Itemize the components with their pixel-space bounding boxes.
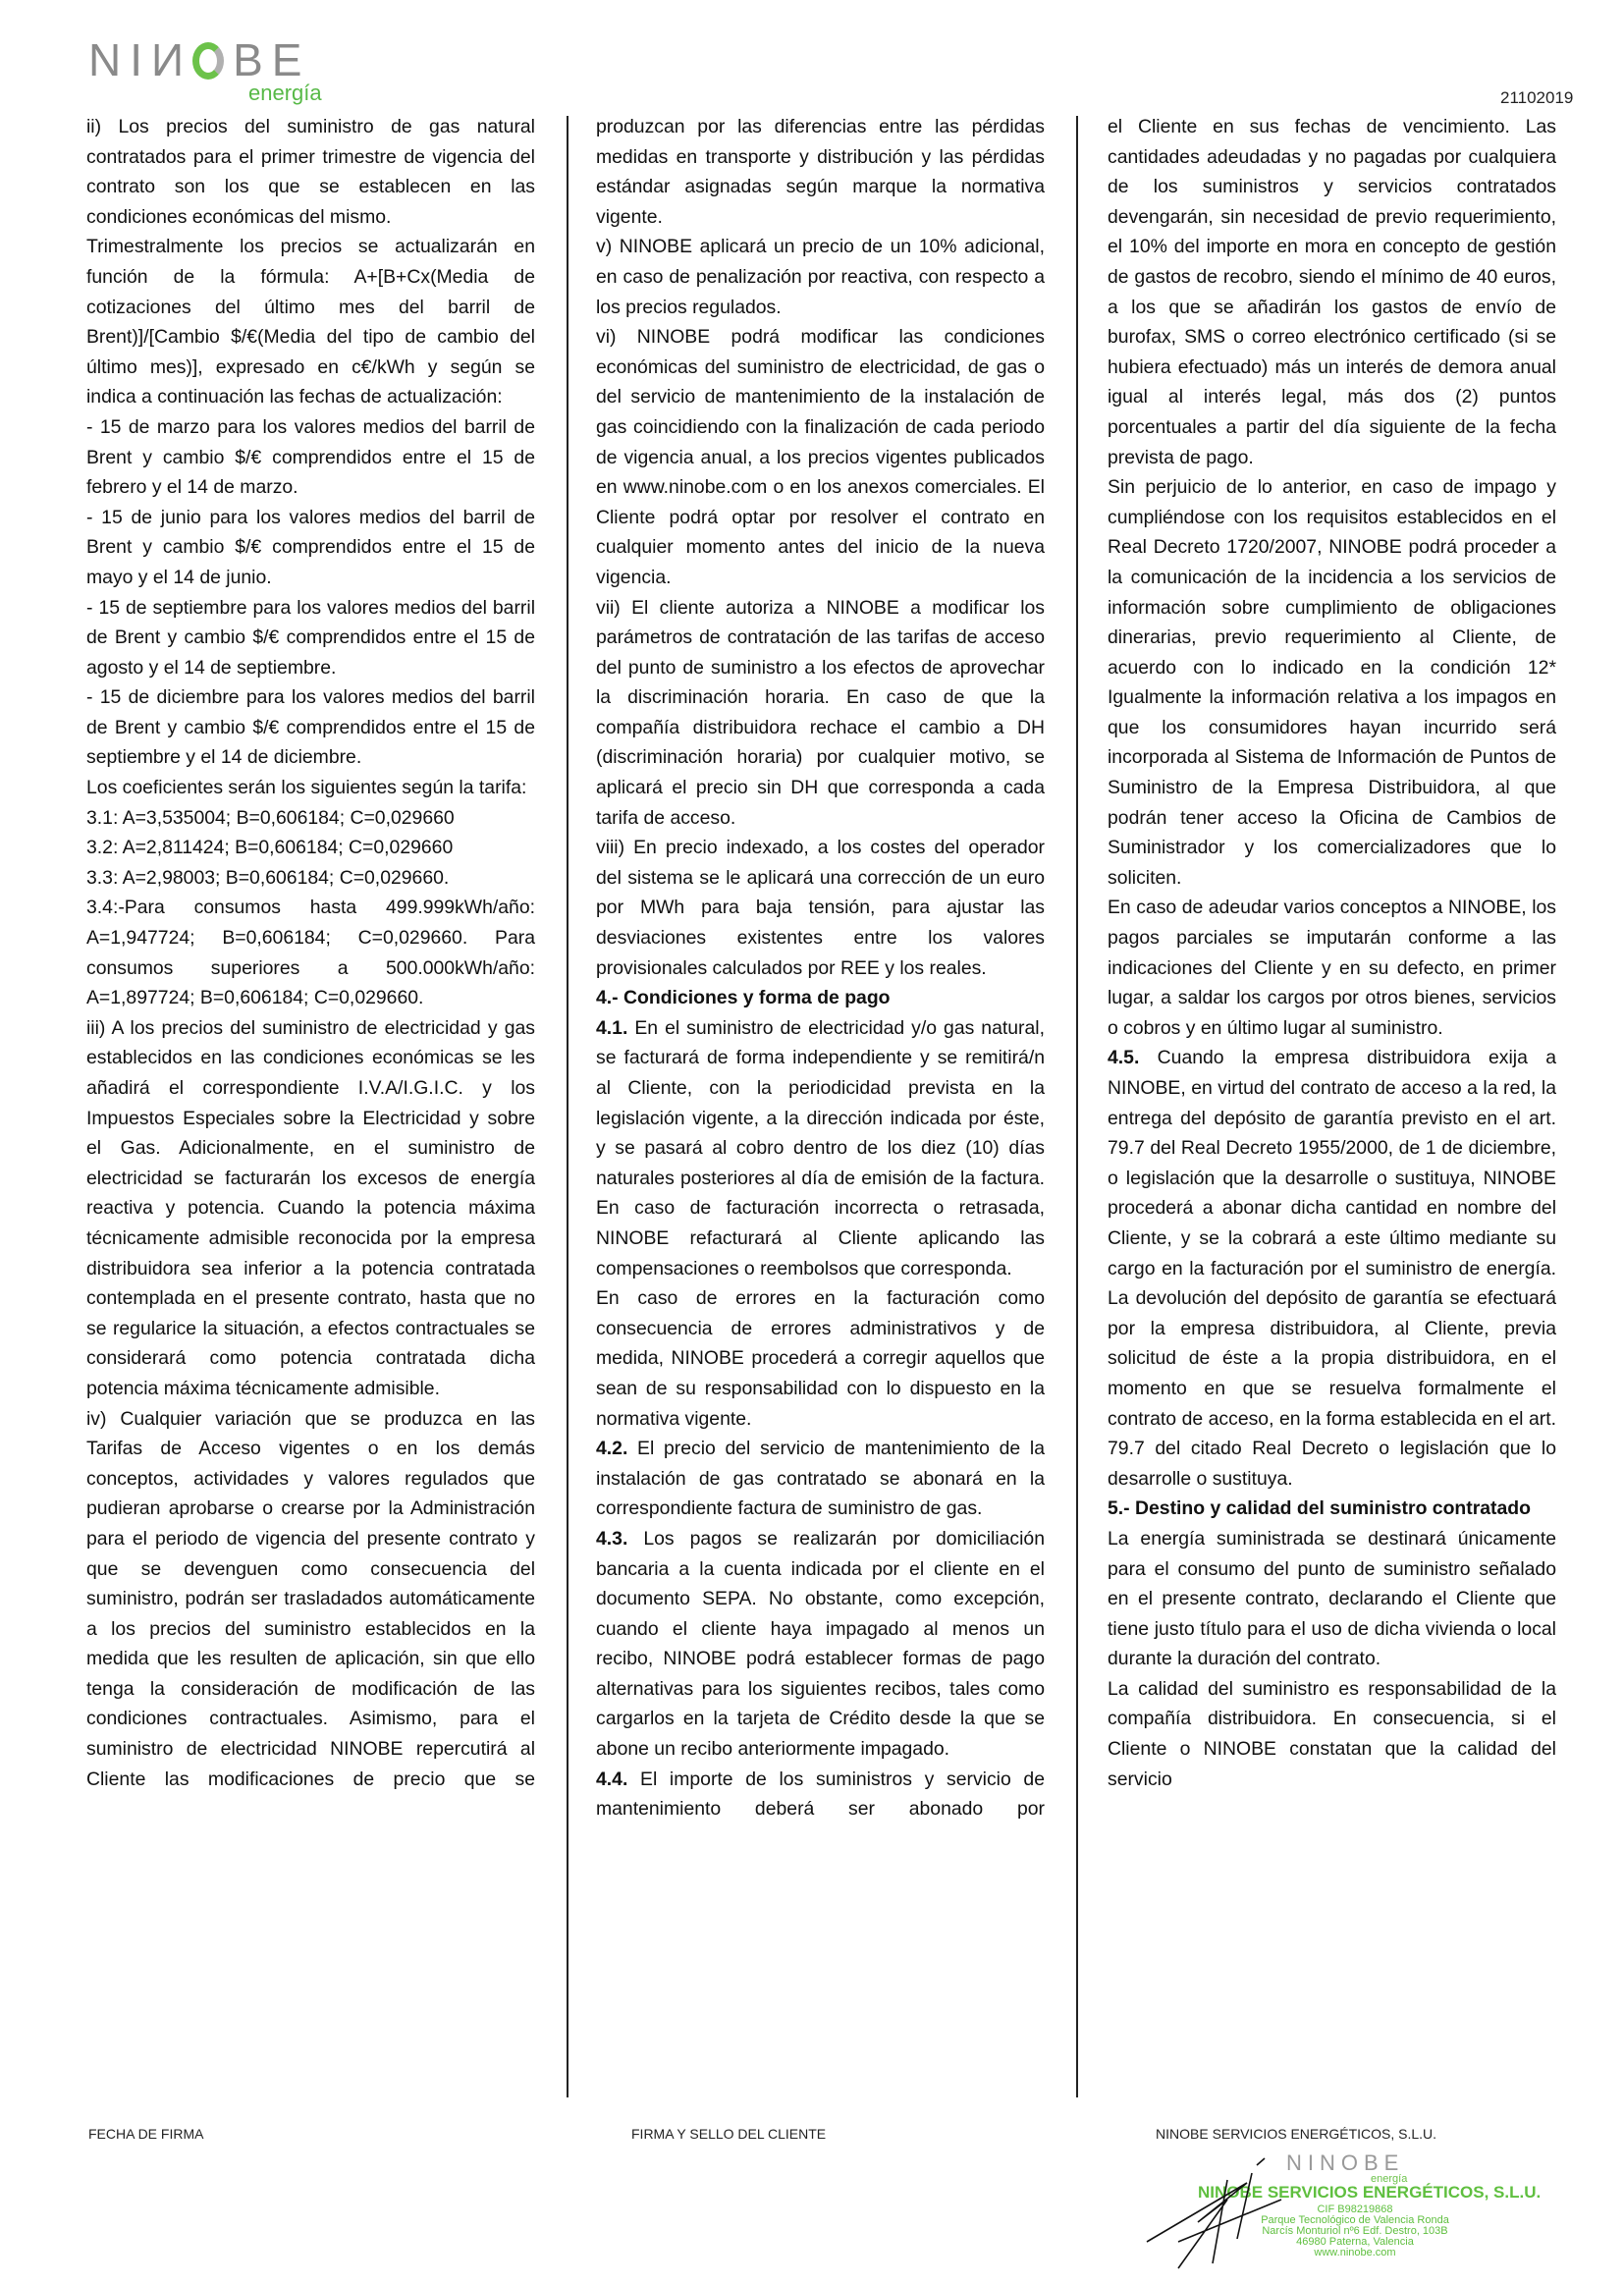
stamp-cif: CIF B98219868 <box>1317 2203 1393 2215</box>
paragraph-text: produzcan por las diferencias entre las pérdidas medidas en transporte y distribución y las pérdidas estándar asignadas según marque la normativa vigente. <box>596 116 1045 228</box>
logo-subtitle: energía <box>248 81 322 105</box>
column-divider <box>1076 116 1078 2097</box>
column-divider <box>567 116 568 2097</box>
paragraph-text: Los coeficientes serán los siguientes según la tarifa: <box>86 777 527 799</box>
stamp-website: www.ninobe.com <box>1314 2247 1396 2258</box>
paragraph-text: 3.2: A=2,811424; B=0,606184; C=0,029660 <box>86 837 454 859</box>
paragraph-text: - 15 de marzo para los valores medios del barril de Brent y cambio $/€ comprendidos entre el 15 de febrero y el 14 de marzo. <box>86 415 535 499</box>
paragraph <box>1108 893 1556 1043</box>
paragraph <box>86 112 535 232</box>
ninobe-logo <box>88 29 324 108</box>
stamp-address-2: Narcís Monturiol nº6 Edf. Destro, 103B <box>1262 2225 1448 2237</box>
paragraph-text: El precio del servicio de mantenimiento de la instalación de gas contratado se abonará en la correspondiente factura de suministro de gas. <box>596 1438 1045 1520</box>
paragraph-text: - 15 de septiembre para los valores medios del barril de Brent y cambio $/€ comprendidos entre el 15 de agosto y el 14 de septiembre. <box>86 596 535 679</box>
paragraph-text: Trimestralmente los precios se actualizarán en función de la fórmula: A+[B+Cx(Media de cotizaciones del último mes del barril de Brent)]/[Cambio $/€(Media del tipo de cambio del último mes)], expresado en c€/kWh y según se indica a continuación las fechas de actualización: <box>86 236 535 408</box>
stamp-logo: NINOBE <box>1286 2150 1405 2175</box>
paragraph <box>596 1524 1045 1765</box>
paragraph <box>86 593 535 683</box>
stamp-logo-sub: energía <box>1371 2173 1408 2185</box>
paragraph-text: En caso de errores en la facturación como consecuencia de errores administrativos y de medida, NINOBE procederá a corregir aquellos que sean de su responsabilidad con lo dispuesto en la normativa vigente. <box>596 1287 1045 1430</box>
paragraph <box>86 803 535 834</box>
paragraph-text: El importe de los suministros y servicio de mantenimiento deberá ser abonado por <box>596 1768 1045 1821</box>
paragraph <box>86 1013 535 1404</box>
logo-wordmark: NIИ BE <box>88 34 311 85</box>
handwritten-signature <box>1139 2155 1335 2273</box>
logo-ring-icon <box>192 42 224 80</box>
column-3 <box>1108 112 1556 1794</box>
clause-number: 4.5. <box>1108 1047 1140 1069</box>
paragraph-text: el Cliente en sus fechas de vencimiento. Las cantidades adeudadas y no pagadas por cualquiera de los suministros y servicios contratados devengarán, sin necesidad de previo requerimiento, el 10% del importe en mora en concepto de gestión de gastos de recobro, siendo el mínimo de 40 euros, a los que se añadirán los gastos de envío de burofax, SMS o correo electrónico certificado (si se hubiera efectuado) más un interés de demora anual igual al interés legal, más dos (2) puntos porcentuales a partir del día siguiente de la fecha prevista de pago. <box>1108 116 1556 468</box>
section-heading <box>596 983 1045 1013</box>
paragraph-text: - 15 de diciembre para los valores medios del barril de Brent y cambio $/€ comprendidos entre el 15 de septiembre y el 14 de diciembre. <box>86 686 535 769</box>
paragraph <box>86 1404 535 1795</box>
paragraph <box>596 1434 1045 1524</box>
paragraph <box>596 1765 1045 1824</box>
paragraph <box>596 112 1045 232</box>
signature-date-label: FECHA DE FIRMA <box>88 2126 204 2142</box>
paragraph-text: - 15 de junio para los valores medios del barril de Brent y cambio $/€ comprendidos entre el 15 de mayo y el 14 de junio. <box>86 506 535 588</box>
paragraph-text: iii) A los precios del suministro de electricidad y gas establecidos en las condiciones económicas se les añadirá el correspondiente I.V.A/I.G.I.C. y los Impuestos Especiales sobre la Electricidad y sobre el Gas. Adicionalmente, en el suministro de electricidad se facturarán los excesos de energía reactiva y potencia. Cuando la potencia máxima técnicamente admisible reconocida por la empresa distribuidora sea inferior a la potencia contratada contemplada en el presente contrato, hasta que no se regularice la situación, a efectos contractuales se considerará como potencia contratada dicha potencia máxima técnicamente admisible. <box>86 1016 535 1399</box>
stamp-address-1: Parque Tecnológico de Valencia Ronda <box>1261 2214 1449 2226</box>
clause-number: 4.- Condiciones y forma de pago <box>596 987 891 1009</box>
client-signature-label: FIRMA Y SELLO DEL CLIENTE <box>631 2126 827 2142</box>
paragraph <box>86 682 535 773</box>
paragraph <box>86 833 535 863</box>
paragraph <box>1108 1043 1556 1494</box>
document-code: 21102019 <box>1500 88 1574 107</box>
clause-number: 4.1. <box>596 1016 628 1039</box>
paragraph <box>1108 1674 1556 1794</box>
paragraph <box>86 893 535 1012</box>
paragraph <box>86 232 535 412</box>
paragraph-text: Los pagos se realizarán por domiciliación bancaria a la cuenta indicada por el cliente en el documento SEPA. No obstante, como excepción, cuando el cliente haya impagado al menos un recibo, NINOBE podrá establecer formas de pago alternativas para los siguientes recibos, tales como cargarlos en la tarjeta de Crédito desde la que se abone un recibo anteriormente impagado. <box>596 1527 1045 1761</box>
paragraph <box>1108 472 1556 893</box>
paragraph <box>1108 112 1556 472</box>
paragraph-text: 3.1: A=3,535004; B=0,606184; C=0,029660 <box>86 806 455 829</box>
paragraph <box>86 863 535 894</box>
paragraph-text: En caso de adeudar varios conceptos a NINOBE, los pagos parciales se imputarán conforme a las indicaciones del Cliente y en su defecto, en primer lugar, a saldar los cargos por otros bienes, servicios o cobros y en último lugar al suministro. <box>1108 897 1556 1039</box>
column-2 <box>596 112 1045 1824</box>
paragraph-text: 3.3: A=2,98003; B=0,606184; C=0,029660. <box>86 866 450 889</box>
paragraph <box>86 503 535 593</box>
stamp-company: NINOBE SERVICIOS ENERGÉTICOS, S.L.U. <box>1198 2183 1542 2202</box>
paragraph-text: Sin perjuicio de lo anterior, en caso de impago y cumpliéndose con los requisitos establecidos en el Real Decreto 1720/2007, NINOBE podrá proceder a la comunicación de la incidencia a los servicios de información sobre cumplimiento de obligaciones dinerarias, previo requerimiento al Cliente, de acuerdo con lo indicado en la condición 12* Igualmente la información relativa a los impagos en que los consumidores hayan incurrido será incorporada al Sistema de Información de Puntos de Suministro de la Empresa Distribuidora, al que podrán tener acceso la Oficina de Cambios de Suministrador y los comercializadores que lo soliciten. <box>1108 476 1556 889</box>
company-signature-label: NINOBE SERVICIOS ENERGÉTICOS, S.L.U. <box>1156 2126 1437 2142</box>
paragraph-text: vi) NINOBE podrá modificar las condiciones económicas del suministro de electricidad, de gas o del servicio de mantenimiento de la instalación de gas coincidiendo con la finalización de cada periodo de vigencia anual, a los precios vigentes publicados en www.ninobe.com o en los anexos comerciales. El Cliente podrá optar por resolver el contrato en cualquier momento antes del inicio de la nueva vigencia. <box>596 326 1045 588</box>
paragraph <box>596 322 1045 592</box>
clause-number: 4.3. <box>596 1527 628 1550</box>
clause-number: 4.2. <box>596 1438 628 1460</box>
clause-number: 5.- Destino y calidad del suministro contratado <box>1108 1497 1531 1520</box>
paragraph <box>86 773 535 803</box>
paragraph <box>596 232 1045 322</box>
paragraph <box>596 1013 1045 1283</box>
paragraph-text: 3.4:-Para consumos hasta 499.999kWh/año: A=1,947724; B=0,606184; C=0,029660. Para consumos superiores a 500.000kWh/año: A=1,897724; B=0,606184; C=0,029660. <box>86 897 535 1009</box>
paragraph-text: vii) El cliente autoriza a NINOBE a modificar los parámetros de contratación de las tarifas de acceso del punto de suministro a los efectos de aprovechar la discriminación horaria. En caso de que la compañía distribuidora rechace el cambio a DH (discriminación horaria) por cualquier motivo, se aplicará el precio sin DH que corresponda a cada tarifa de acceso. <box>596 596 1045 829</box>
paragraph <box>86 412 535 503</box>
paragraph-text: La calidad del suministro es responsabilidad de la compañía distribuidora. En consecuencia, si el Cliente o NINOBE constatan que la calidad del servicio <box>1108 1677 1556 1790</box>
clause-number: 4.4. <box>596 1768 628 1790</box>
paragraph-text: Cuando la empresa distribuidora exija a NINOBE, en virtud del contrato de acceso a la red, la entrega del depósito de garantía previsto en el art. 79.7 del Real Decreto 1955/2000, de 1 de diciembre, o legislación que la desarrolle o sustituya, NINOBE procederá a abonar dicha cantidad en nombre del Cliente, y se la cobrará a este último mediante su cargo en la facturación por el suministro de energía. La devolución del depósito de garantía se efectuará por la empresa distribuidora, al Cliente, previa solicitud de éste a la propia distribuidora, en el momento en que se resuelva formalmente el contrato de acceso, en la forma establecida en el art. 79.7 del citado Real Decreto o legislación que lo desarrolle o sustituya. <box>1108 1047 1556 1490</box>
column-1 <box>86 112 535 1794</box>
paragraph-text: ii) Los precios del suministro de gas natural contratados para el primer trimestre de vigencia del contrato son los que se establecen en las condiciones económicas del mismo. <box>86 116 535 228</box>
paragraph-text: La energía suministrada se destinará únicamente para el consumo del punto de suministro señalado en el presente contrato, declarando el Cliente que tiene justo título para el uso de dicha vivienda o local durante la duración del contrato. <box>1108 1527 1556 1670</box>
paragraph-text: v) NINOBE aplicará un precio de un 10% adicional, en caso de penalización por reactiva, con respecto a los precios regulados. <box>596 236 1045 318</box>
stamp-address-3: 46980 Paterna, Valencia <box>1296 2236 1414 2248</box>
paragraph <box>596 1283 1045 1434</box>
paragraph <box>596 833 1045 983</box>
paragraph <box>596 593 1045 834</box>
paragraph-text: iv) Cualquier variación que se produzca en las Tarifas de Acceso vigentes o en los demás conceptos, actividades y valores regulados que pudieran aprobarse o crearse por la Administración para el periodo de vigencia del presente contrato y que se devenguen como consecuencia del suministro, podrán ser trasladados automáticamente a los precios del suministro establecidos en la medida que les resulten de aplicación, sin que ello tenga la consideración de modificación de las condiciones contractuales. Asimismo, para el suministro de electricidad NINOBE repercutirá al Cliente las modificaciones de precio que se <box>86 1407 535 1790</box>
paragraph <box>1108 1524 1556 1674</box>
section-heading <box>1108 1494 1556 1524</box>
paragraph-text: viii) En precio indexado, a los costes del operador del sistema se le aplicará una corrección de un euro por MWh para baja tensión, para ajustar las desviaciones existentes entre los valores provisionales calculados por REE y los reales. <box>596 837 1045 979</box>
paragraph-text: En el suministro de electricidad y/o gas natural, se facturará de forma independiente y se remitirá/n al Cliente, con la periodicidad prevista en la legislación vigente, a la dirección indicada por éste, y se pasará al cobro dentro de los diez (10) días naturales posteriores al día de emisión de la factura. En caso de facturación incorrecta o retrasada, NINOBE refacturará al Cliente aplicando las compensaciones o reembolsos que corresponda. <box>596 1016 1045 1279</box>
